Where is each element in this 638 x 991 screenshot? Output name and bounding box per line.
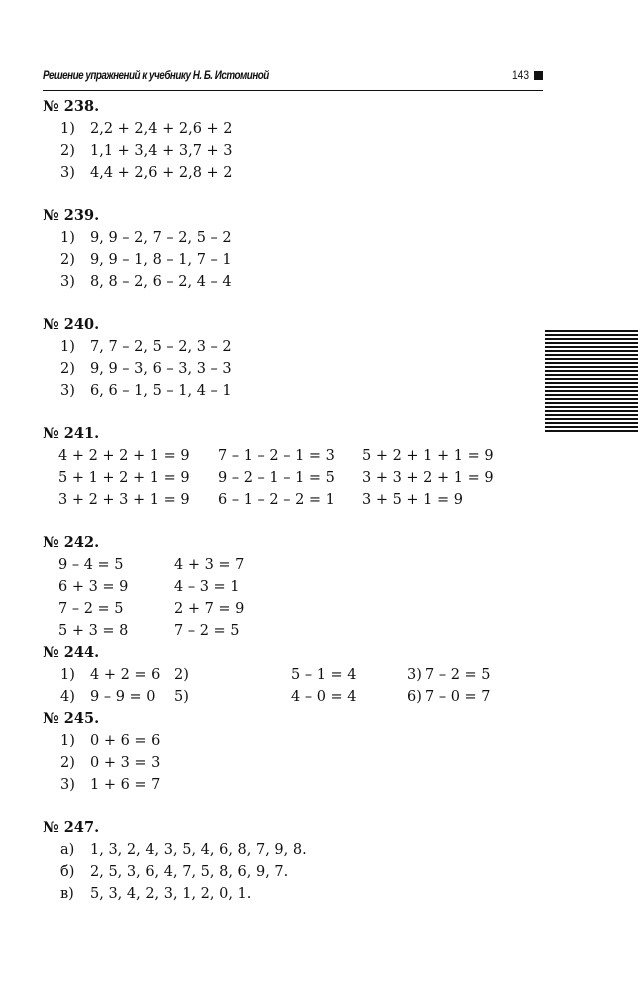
equation: 5 + 1 + 2 + 1 = 9 bbox=[58, 470, 190, 486]
item-text: 9, 9 – 3, 6 – 3, 3 – 3 bbox=[90, 361, 232, 377]
equation-row bbox=[43, 467, 494, 489]
list-item bbox=[43, 271, 232, 293]
item-text: 2,2 + 2,4 + 2,6 + 2 bbox=[90, 121, 233, 137]
equation: 6 – 1 – 2 – 2 = 1 bbox=[218, 492, 335, 508]
list-item bbox=[43, 249, 232, 271]
equation-row bbox=[43, 554, 245, 576]
equation-row bbox=[43, 489, 464, 511]
item-marker: 2) bbox=[60, 755, 75, 771]
equation: 7 – 2 = 5 bbox=[58, 601, 124, 617]
equation: 9 – 2 – 1 – 1 = 5 bbox=[218, 470, 335, 486]
list-item bbox=[43, 336, 232, 358]
equation: 4 + 2 = 6 bbox=[90, 667, 161, 683]
header-title: Решение упражнений к учебнику Н. Б. Истоминой bbox=[43, 68, 269, 82]
item-marker: 1) bbox=[60, 733, 75, 749]
task-title: № 238. bbox=[43, 98, 100, 115]
equation: 3 + 5 + 1 = 9 bbox=[362, 492, 464, 508]
equation-row bbox=[43, 576, 240, 598]
equation: 5 + 2 + 1 + 1 = 9 bbox=[362, 448, 494, 464]
item-marker: 1) bbox=[60, 339, 75, 355]
equation: 9 – 4 = 5 bbox=[58, 557, 124, 573]
item-marker: 4) bbox=[60, 689, 75, 705]
item-marker: а) bbox=[60, 842, 75, 858]
list-item bbox=[43, 774, 161, 796]
equation: 4 + 2 + 2 + 1 = 9 bbox=[58, 448, 190, 464]
equation-row bbox=[43, 620, 240, 642]
equation: 5 + 3 = 8 bbox=[58, 623, 129, 639]
task-247 bbox=[43, 817, 307, 905]
task-239 bbox=[43, 205, 232, 293]
equation: 2 + 7 = 9 bbox=[174, 601, 245, 617]
equation-row bbox=[43, 686, 491, 708]
page-marker-square-icon bbox=[534, 71, 543, 80]
list-item bbox=[43, 730, 161, 752]
item-marker: 2) bbox=[60, 361, 75, 377]
item-marker: в) bbox=[60, 886, 74, 902]
item-marker: 2) bbox=[60, 252, 75, 268]
item-marker: 1) bbox=[60, 230, 75, 246]
equation: 4 – 3 = 1 bbox=[174, 579, 240, 595]
task-title: № 242. bbox=[43, 534, 100, 551]
task-240 bbox=[43, 314, 232, 402]
item-text: 6, 6 – 1, 5 – 1, 4 – 1 bbox=[90, 383, 232, 399]
item-text: 7, 7 – 2, 5 – 2, 3 – 2 bbox=[90, 339, 232, 355]
item-text: 5, 3, 4, 2, 3, 1, 2, 0, 1. bbox=[90, 886, 252, 902]
list-item bbox=[43, 752, 161, 774]
list-item bbox=[43, 883, 252, 905]
equation-row bbox=[43, 664, 491, 686]
list-item bbox=[43, 380, 232, 402]
item-text: 8, 8 – 2, 6 – 2, 4 – 4 bbox=[90, 274, 232, 290]
task-title: № 245. bbox=[43, 710, 100, 727]
list-item bbox=[43, 118, 233, 140]
item-text: 1 + 6 = 7 bbox=[90, 777, 161, 793]
item-marker: 3) bbox=[60, 777, 75, 793]
equation: 5 – 1 = 4 bbox=[291, 667, 357, 683]
item-marker: 3) bbox=[60, 383, 75, 399]
item-text: 1, 3, 2, 4, 3, 5, 4, 6, 8, 7, 9, 8. bbox=[90, 842, 307, 858]
page-number: 143 bbox=[511, 68, 529, 82]
task-title: № 239. bbox=[43, 207, 100, 224]
equation: 7 – 2 = 5 bbox=[425, 667, 491, 683]
list-item bbox=[43, 839, 307, 861]
item-text: 4,4 + 2,6 + 2,8 + 2 bbox=[90, 165, 233, 181]
item-marker: 3) bbox=[60, 274, 75, 290]
item-marker: 1) bbox=[60, 667, 75, 683]
item-marker: 2) bbox=[60, 143, 75, 159]
equation: 3 + 2 + 3 + 1 = 9 bbox=[58, 492, 190, 508]
item-marker: б) bbox=[60, 864, 75, 880]
item-text: 1,1 + 3,4 + 3,7 + 3 bbox=[90, 143, 233, 159]
equation: 4 – 0 = 4 bbox=[291, 689, 357, 705]
page-content bbox=[43, 96, 494, 905]
side-thumb-tab bbox=[545, 330, 638, 434]
equation: 4 + 3 = 7 bbox=[174, 557, 245, 573]
task-244 bbox=[43, 642, 491, 708]
item-marker: 5) bbox=[174, 689, 189, 705]
task-title: № 240. bbox=[43, 316, 100, 333]
equation-row bbox=[43, 445, 494, 467]
task-241 bbox=[43, 423, 494, 511]
equation: 7 – 0 = 7 bbox=[425, 689, 491, 705]
task-title: № 244. bbox=[43, 644, 100, 661]
running-header bbox=[43, 66, 543, 86]
item-text: 9, 9 – 2, 7 – 2, 5 – 2 bbox=[90, 230, 232, 246]
item-text: 0 + 3 = 3 bbox=[90, 755, 161, 771]
list-item bbox=[43, 227, 232, 249]
equation: 7 – 2 = 5 bbox=[174, 623, 240, 639]
list-item bbox=[43, 140, 233, 162]
task-title: № 241. bbox=[43, 425, 100, 442]
item-marker: 6) bbox=[407, 689, 422, 705]
equation-row bbox=[43, 598, 245, 620]
item-marker: 1) bbox=[60, 121, 75, 137]
header-rule bbox=[43, 90, 543, 91]
item-text: 9, 9 – 1, 8 – 1, 7 – 1 bbox=[90, 252, 232, 268]
equation: 3 + 3 + 2 + 1 = 9 bbox=[362, 470, 494, 486]
item-marker: 3) bbox=[60, 165, 75, 181]
list-item bbox=[43, 358, 232, 380]
list-item bbox=[43, 861, 289, 883]
task-242 bbox=[43, 532, 245, 642]
equation: 6 + 3 = 9 bbox=[58, 579, 129, 595]
equation: 7 – 1 – 2 – 1 = 3 bbox=[218, 448, 335, 464]
item-marker: 2) bbox=[174, 667, 189, 683]
list-item bbox=[43, 162, 233, 184]
equation: 9 – 9 = 0 bbox=[90, 689, 156, 705]
task-238 bbox=[43, 96, 233, 184]
task-245 bbox=[43, 708, 161, 796]
item-marker: 3) bbox=[407, 667, 422, 683]
item-text: 0 + 6 = 6 bbox=[90, 733, 161, 749]
task-title: № 247. bbox=[43, 819, 100, 836]
item-text: 2, 5, 3, 6, 4, 7, 5, 8, 6, 9, 7. bbox=[90, 864, 289, 880]
